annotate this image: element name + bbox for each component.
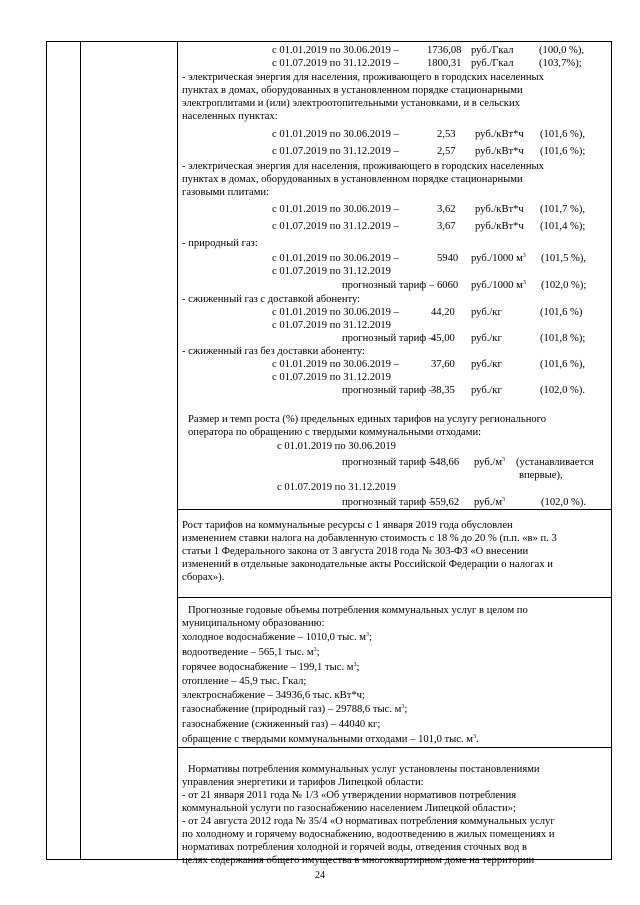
lpg-nodelivery-unit-1: руб./кг bbox=[471, 359, 502, 370]
row-divider-1 bbox=[177, 509, 611, 510]
waste-pct-1b: впервые), bbox=[519, 470, 563, 481]
elec-stove-line-3: электроплитами и (или) электроотопительными установками, и в сельских bbox=[182, 98, 520, 109]
lpg-nodelivery-value-2: 38,35 bbox=[431, 385, 455, 396]
lpg-nodelivery-unit-2: руб./кг bbox=[471, 385, 502, 396]
elec-stove-line-4: населенных пунктах: bbox=[182, 111, 278, 122]
natural-gas-forecast-label: прогнозный тариф – bbox=[342, 280, 435, 291]
growth-line-4: изменений в отдельные законодательные акты Российской Федерации о налогах и bbox=[182, 559, 553, 570]
elec-gas-unit-1: руб./кВт*ч bbox=[475, 204, 524, 215]
heat-value-1: 1736,08 bbox=[427, 45, 462, 56]
elec-stove-pct-1: (101,6 %), bbox=[540, 129, 586, 140]
norms-resolution-2-line-3: нормативах потребления холодной и горячей воды, отведения сточных вод в bbox=[182, 842, 527, 853]
lpg-delivery-value-1: 44,20 bbox=[431, 307, 455, 318]
waste-value-2: 559,62 bbox=[430, 497, 460, 508]
elec-stove-period-1: с 01.01.2019 по 30.06.2019 – bbox=[272, 129, 399, 140]
lpg-nodelivery-value-1: 37,60 bbox=[431, 359, 455, 370]
natural-gas-period-2: с 01.07.2019 по 31.12.2019 bbox=[272, 266, 391, 277]
volume-item-electricity: электроснабжение – 34936,6 тыс. кВт*ч; bbox=[182, 690, 365, 701]
elec-gas-period-1: с 01.01.2019 по 30.06.2019 – bbox=[272, 204, 399, 215]
heat-period-1: с 01.01.2019 по 30.06.2019 – bbox=[272, 45, 399, 56]
volume-item-sewerage: водоотведение – 565,1 тыс. $м^3$; bbox=[182, 647, 320, 658]
table-column-divider-2 bbox=[177, 42, 178, 859]
lpg-delivery-heading: - сжиженный газ с доставкой абоненту: bbox=[182, 294, 361, 305]
norms-resolution-2-line-1: - от 24 августа 2012 года № 35/4 «О нормативах потребления коммунальных услуг bbox=[182, 816, 555, 827]
volume-item-solid-waste: обращение с твердыми коммунальными отходами – 101,0 тыс. $м^3$. bbox=[182, 734, 479, 745]
natural-gas-value-1: 5940 bbox=[437, 253, 459, 264]
waste-pct-2: (102,0 %). bbox=[541, 497, 587, 508]
volume-item-lpg: газоснабжение (сжиженный газ) – 44040 кг; bbox=[182, 719, 381, 730]
lpg-nodelivery-pct-2: (102,0 %). bbox=[540, 385, 586, 396]
natural-gas-unit-2: руб./1000 $м^3$ bbox=[471, 280, 526, 291]
waste-pct-1a: (устанавливается bbox=[516, 457, 594, 468]
natural-gas-pct-2: (102,0 %); bbox=[541, 280, 587, 291]
waste-value-1: 548,66 bbox=[430, 457, 460, 468]
elec-gas-value-2: 3,67 bbox=[437, 221, 456, 232]
heat-pct-1: (100,0 %), bbox=[539, 45, 585, 56]
norms-intro-line-2: управления энергетики и тарифов Липецкой области: bbox=[182, 777, 424, 788]
lpg-delivery-unit-2: руб./кг bbox=[471, 333, 502, 344]
lpg-delivery-value-2: 45,00 bbox=[431, 333, 455, 344]
elec-gas-line-1: - электрическая энергия для населения, проживающего в городских населенных bbox=[182, 161, 544, 172]
table-column-divider-1 bbox=[80, 42, 81, 859]
growth-line-2: изменением ставки налога на добавленную стоимость с 18 % до 20 % (п.п. «в» п. 3 bbox=[182, 533, 557, 544]
row-divider-3 bbox=[177, 747, 611, 748]
heat-unit-1: руб./Гкал bbox=[471, 45, 514, 56]
natural-gas-value-2: 6060 bbox=[437, 280, 459, 291]
elec-stove-line-1: - электрическая энергия для населения, проживающего в городских населенных bbox=[182, 72, 544, 83]
waste-forecast-label-1: прогнозный тариф – bbox=[342, 457, 435, 468]
heat-unit-2: руб./Гкал bbox=[471, 58, 514, 69]
volume-item-heating: отопление – 45,9 тыс. Гкал; bbox=[182, 676, 307, 687]
volumes-intro-line-1: Прогнозные годовые объемы потребления коммунальных услуг в целом по bbox=[188, 605, 528, 616]
lpg-nodelivery-period-1: с 01.01.2019 по 30.06.2019 – bbox=[272, 359, 399, 370]
waste-period-1: с 01.01.2019 по 30.06.2019 bbox=[277, 441, 396, 452]
elec-stove-line-2: пунктах в домах, оборудованных в установленном порядке стационарными bbox=[182, 85, 523, 96]
elec-gas-period-2: с 01.07.2019 по 31.12.2019 – bbox=[272, 221, 399, 232]
heat-period-2: с 01.07.2019 по 31.12.2019 – bbox=[272, 58, 399, 69]
growth-line-1: Рост тарифов на коммунальные ресурсы с 1 января 2019 года обусловлен bbox=[182, 520, 513, 531]
waste-forecast-label-2: прогнозный тариф – bbox=[342, 497, 435, 508]
lpg-nodelivery-forecast-label: прогнозный тариф – bbox=[342, 385, 435, 396]
lpg-delivery-pct-2: (101,8 %); bbox=[540, 333, 586, 344]
natural-gas-heading: - природный газ: bbox=[182, 238, 258, 249]
lpg-nodelivery-heading: - сжиженный газ без доставки абоненту: bbox=[182, 346, 365, 357]
volume-item-hot-water: горячее водоснабжение – 199,1 тыс. $м^3$; bbox=[182, 662, 360, 673]
elec-gas-unit-2: руб./кВт*ч bbox=[475, 221, 524, 232]
lpg-delivery-period-2: с 01.07.2019 по 31.12.2019 bbox=[272, 320, 391, 331]
lpg-delivery-pct-1: (101,6 %) bbox=[540, 307, 583, 318]
elec-stove-value-1: 2,53 bbox=[437, 129, 456, 140]
elec-stove-unit-2: руб./кВт*ч bbox=[475, 146, 524, 157]
page-number: 24 bbox=[315, 870, 325, 881]
norms-intro-line-1: Нормативы потребления коммунальных услуг установлены постановлениями bbox=[188, 764, 540, 775]
natural-gas-period-1: с 01.01.2019 по 30.06.2019 – bbox=[272, 253, 399, 264]
volumes-intro-line-2: муниципальному образованию: bbox=[182, 618, 325, 629]
elec-stove-unit-1: руб./кВт*ч bbox=[475, 129, 524, 140]
waste-unit-1: $руб./м^3$ bbox=[474, 457, 505, 468]
heat-value-2: 1800,31 bbox=[427, 58, 462, 69]
waste-period-2: с 01.07.2019 по 31.12.2019 bbox=[277, 482, 396, 493]
norms-resolution-2-line-4: целях содержания общего имущества в многоквартирном доме на территории bbox=[182, 855, 535, 866]
natural-gas-pct-1: (101,5 %), bbox=[541, 253, 587, 264]
waste-unit-2: $руб./м^3$ bbox=[474, 497, 505, 508]
waste-intro-line-2: оператора по обращению с твердыми коммунальными отходами: bbox=[188, 427, 482, 438]
lpg-nodelivery-period-2: с 01.07.2019 по 31.12.2019 bbox=[272, 372, 391, 383]
volume-item-natural-gas: газоснабжение (природный газ) – 29788,6 тыс. $м^3$; bbox=[182, 704, 408, 715]
elec-gas-pct-1: (101,7 %), bbox=[540, 204, 586, 215]
growth-line-5: сборах»). bbox=[182, 572, 225, 583]
natural-gas-unit-1: руб./1000 $м^3$ bbox=[471, 253, 526, 264]
row-divider-2 bbox=[177, 597, 611, 598]
volume-item-cold-water: холодное водоснабжение – 1010,0 тыс. $м^3$; bbox=[182, 632, 372, 643]
growth-line-3: статьи 1 Федерального закона от 3 августа 2018 года № 303-ФЗ «О внесении bbox=[182, 546, 529, 557]
norms-resolution-1-line-1: - от 21 января 2011 года № 1/3 «Об утверждении нормативов потребления bbox=[182, 790, 517, 801]
norms-resolution-1-line-2: коммунальной услуги по газоснабжению населением Липецкой области»; bbox=[182, 803, 516, 814]
norms-resolution-2-line-2: по холодному и горячему водоснабжению, водоотведению в жилых помещениях и bbox=[182, 829, 555, 840]
elec-stove-value-2: 2,57 bbox=[437, 146, 456, 157]
lpg-delivery-unit-1: руб./кг bbox=[471, 307, 502, 318]
waste-intro-line-1: Размер и темп роста (%) предельных единых тарифов на услугу регионального bbox=[188, 414, 547, 425]
heat-pct-2: (103,7%); bbox=[539, 58, 582, 69]
elec-gas-pct-2: (101,4 %); bbox=[540, 221, 586, 232]
lpg-delivery-period-1: с 01.01.2019 по 30.06.2019 – bbox=[272, 307, 399, 318]
elec-stove-period-2: с 01.07.2019 по 31.12.2019 – bbox=[272, 146, 399, 157]
elec-stove-pct-2: (101,6 %); bbox=[540, 146, 586, 157]
elec-gas-value-1: 3,62 bbox=[437, 204, 456, 215]
lpg-nodelivery-pct-1: (101,6 %), bbox=[540, 359, 586, 370]
elec-gas-line-2: пунктах в домах, оборудованных в установленном порядке стационарными bbox=[182, 174, 523, 185]
lpg-delivery-forecast-label: прогнозный тариф – bbox=[342, 333, 435, 344]
elec-gas-line-3: газовыми плитами: bbox=[182, 187, 270, 198]
